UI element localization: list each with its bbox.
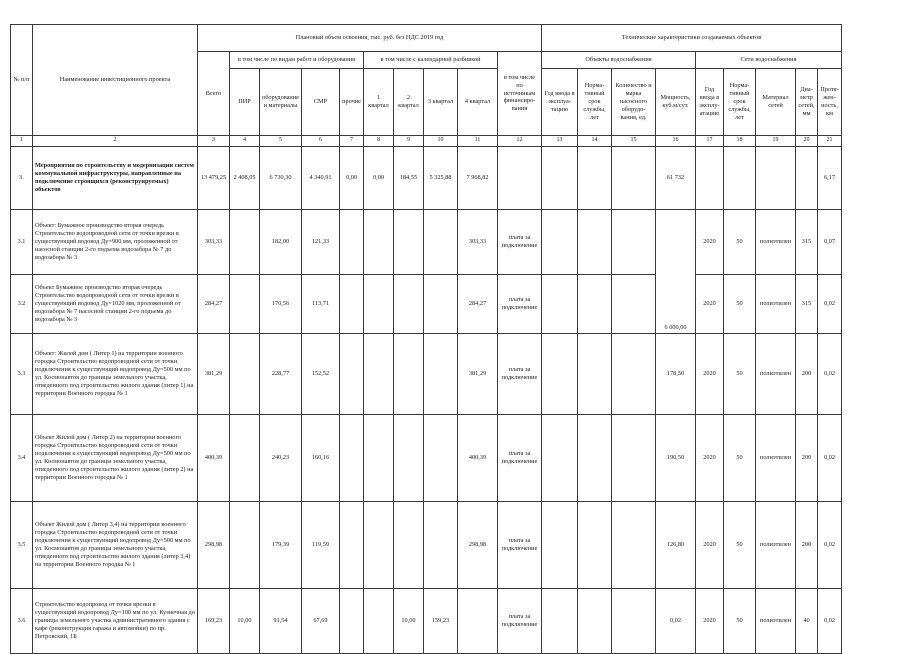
cell-diameter: 200 bbox=[796, 502, 818, 589]
project-name: Строительство водопровод от точки врезки в существующий водопровод Ду=100 мм по ул. Кузнечная до границы земельного участка административного здания с кафе (реконструкция гаража и автомойки) по пр. Петровский, 1Б bbox=[33, 589, 198, 654]
cell-net-year: 2020 bbox=[696, 210, 724, 275]
cell-net-year: 2020 bbox=[696, 275, 724, 334]
col-number: 15 bbox=[612, 136, 656, 147]
col-number: 18 bbox=[724, 136, 756, 147]
cell-smr: 4 340,91 bbox=[302, 147, 340, 210]
cell-year bbox=[542, 275, 578, 334]
cell-pumps bbox=[612, 334, 656, 415]
cell-material: полиэтилен bbox=[756, 415, 796, 502]
cell-year bbox=[542, 210, 578, 275]
tech-specs-header: Технические характеристики создаваемых объектов bbox=[542, 25, 842, 52]
cell-equipment: 179,39 bbox=[260, 502, 302, 589]
col-number: 1 bbox=[11, 136, 33, 147]
cell-smr: 160,16 bbox=[302, 415, 340, 502]
cell-source: плата за подключение bbox=[498, 275, 542, 334]
column-numbers-row bbox=[11, 136, 842, 147]
cell-net-year: 2020 bbox=[696, 415, 724, 502]
col-number: 14 bbox=[578, 136, 612, 147]
table-row bbox=[11, 275, 842, 334]
cell-smr: 152,52 bbox=[302, 334, 340, 415]
cell-q2: 184,55 bbox=[394, 147, 424, 210]
table-row bbox=[11, 589, 842, 654]
col-number: 6 bbox=[302, 136, 340, 147]
cell-q3: 159,23 bbox=[424, 589, 458, 654]
cell-q1 bbox=[364, 415, 394, 502]
row-num: 3.4 bbox=[11, 415, 33, 502]
table-row bbox=[11, 502, 842, 589]
plan-volume-header: Плановый объем освоения, тыс. руб. без НДС 2019 год bbox=[198, 25, 542, 52]
cell-material: полиэтилен bbox=[756, 210, 796, 275]
cell-capacity: 126,80 bbox=[656, 502, 696, 589]
cell-net-year: 2020 bbox=[696, 589, 724, 654]
cell-q1 bbox=[364, 210, 394, 275]
cell-pumps bbox=[612, 502, 656, 589]
col-number: 17 bbox=[696, 136, 724, 147]
cell-smr: 113,71 bbox=[302, 275, 340, 334]
cell-pir bbox=[230, 502, 260, 589]
cell-total: 381,29 bbox=[198, 334, 230, 415]
cell-material: полиэтилен bbox=[756, 502, 796, 589]
col-number: 8 bbox=[364, 136, 394, 147]
cell-year bbox=[542, 415, 578, 502]
cell-equipment: 240,23 bbox=[260, 415, 302, 502]
cell-net-life: 50 bbox=[724, 210, 756, 275]
year-commission-header: Год ввода в эксплуа-тацию bbox=[542, 69, 578, 136]
source-header: в том числе по источникам финансиро-вания bbox=[498, 52, 542, 136]
row-num: 3.1 bbox=[11, 210, 33, 275]
cell-length: 0,02 bbox=[818, 415, 842, 502]
cell-pir bbox=[230, 275, 260, 334]
cell-net-life bbox=[724, 147, 756, 210]
col-number: 12 bbox=[498, 136, 542, 147]
objects-header: Объекты водоснабжения bbox=[542, 52, 696, 69]
cell-total: 298,98 bbox=[198, 502, 230, 589]
cell-total: 400,39 bbox=[198, 415, 230, 502]
row-num: 3.3 bbox=[11, 334, 33, 415]
cell-diameter: 200 bbox=[796, 415, 818, 502]
cell-capacity: 0,02 bbox=[656, 589, 696, 654]
cell-capacity: 61 732 bbox=[656, 147, 696, 210]
cell-life bbox=[578, 334, 612, 415]
cell-q1 bbox=[364, 589, 394, 654]
cell-diameter: 315 bbox=[796, 275, 818, 334]
service-life-header: Норма-тивный срок службы, лет bbox=[578, 69, 612, 136]
net-year-header: Год ввода в эксплу-атацию bbox=[696, 69, 724, 136]
cell-total: 284,27 bbox=[198, 275, 230, 334]
cell-pumps bbox=[612, 275, 656, 334]
col-number: 5 bbox=[260, 136, 302, 147]
cell-source: плата за подключение bbox=[498, 415, 542, 502]
cell-pumps bbox=[612, 210, 656, 275]
cell-net-life: 50 bbox=[724, 589, 756, 654]
cell-total: 169,23 bbox=[198, 589, 230, 654]
cell-life bbox=[578, 589, 612, 654]
cell-pir bbox=[230, 210, 260, 275]
cell-equipment: 6 730,30 bbox=[260, 147, 302, 210]
cell-diameter: 40 bbox=[796, 589, 818, 654]
cell-life bbox=[578, 147, 612, 210]
cell-q2 bbox=[394, 210, 424, 275]
cell-net-year: 2020 bbox=[696, 502, 724, 589]
networks-header: Сети водоснабжения bbox=[696, 52, 842, 69]
cell-q3: 5 325,88 bbox=[424, 147, 458, 210]
cell-q2: 10,00 bbox=[394, 589, 424, 654]
cell-equipment: 182,00 bbox=[260, 210, 302, 275]
cell-capacity: 178,50 bbox=[656, 334, 696, 415]
cell-q3 bbox=[424, 210, 458, 275]
project-name: Мероприятия по строительству и модернизации систем коммунальной инфраструктуры, направленные на подключение строящихся (реконструируемых) объектов bbox=[33, 147, 198, 210]
col-number: 11 bbox=[458, 136, 498, 147]
cell-pumps bbox=[612, 147, 656, 210]
table-row bbox=[11, 415, 842, 502]
table-row bbox=[11, 334, 842, 415]
col-number: 19 bbox=[756, 136, 796, 147]
cell-material bbox=[756, 147, 796, 210]
cell-length: 0,02 bbox=[818, 334, 842, 415]
cell-diameter bbox=[796, 147, 818, 210]
col-number: 20 bbox=[796, 136, 818, 147]
cell-year bbox=[542, 589, 578, 654]
project-name: Объект Бумажное производство вторая очередь Строительство водопроводной сети от точки врезки в существующий водовод Ду=1020 мм, проложенной от водозабора № 7 насосной станции 2-го подъема до водозабора № 3 bbox=[33, 275, 198, 334]
cell-other bbox=[340, 589, 364, 654]
col-number: 9 bbox=[394, 136, 424, 147]
cell-other bbox=[340, 334, 364, 415]
cell-smr: 67,69 bbox=[302, 589, 340, 654]
cell-q4: 303,33 bbox=[458, 210, 498, 275]
cell-q4: 7 968,82 bbox=[458, 147, 498, 210]
length-header: Протя-жен-ность, км bbox=[818, 69, 842, 136]
cell-q3 bbox=[424, 275, 458, 334]
cell-total: 303,33 bbox=[198, 210, 230, 275]
cell-pir bbox=[230, 334, 260, 415]
cell-equipment: 91,54 bbox=[260, 589, 302, 654]
project-name: Объект: Жилой дом ( Литер 1) на территории военного городка Строительство водопроводной сети от точки подключения к существующий водопровод Ду=500 мм по ул. Космонавтов до границы земельного участка, отведенного под строительство жилого здания (литер 1) на территории Военного городка № 1 bbox=[33, 334, 198, 415]
cell-q1: 0,00 bbox=[364, 147, 394, 210]
cell-net-life: 50 bbox=[724, 275, 756, 334]
equipment-header: оборудование и материалы bbox=[260, 69, 302, 136]
col-name-header: Наименование инвестиционного проекта bbox=[33, 25, 198, 136]
row-num: 3. bbox=[11, 147, 33, 210]
cell-q4: 400,39 bbox=[458, 415, 498, 502]
cell-source bbox=[498, 147, 542, 210]
row-num: 3.2 bbox=[11, 275, 33, 334]
q2-header: 2 квартал bbox=[394, 69, 424, 136]
cell-q4: 284,27 bbox=[458, 275, 498, 334]
cell-other: 0,00 bbox=[340, 147, 364, 210]
by-works-header: в том числе по видам работ и оборудования bbox=[230, 52, 364, 69]
cell-other bbox=[340, 502, 364, 589]
diameter-header: Диа-метр сетей, мм bbox=[796, 69, 818, 136]
col-number: 21 bbox=[818, 136, 842, 147]
cell-net-year bbox=[696, 147, 724, 210]
by-quarters-header: в том числе с календарной разбивкой bbox=[364, 52, 498, 69]
cell-q4: 298,98 bbox=[458, 502, 498, 589]
cell-material: полиэтилен bbox=[756, 275, 796, 334]
pumps-header: Количество и марка насосного оборудо-вания, ед. bbox=[612, 69, 656, 136]
cell-life bbox=[578, 210, 612, 275]
col-number: 2 bbox=[33, 136, 198, 147]
cell-length: 0,07 bbox=[818, 210, 842, 275]
cell-length: 0,02 bbox=[818, 589, 842, 654]
cell-smr: 121,33 bbox=[302, 210, 340, 275]
cell-q2 bbox=[394, 502, 424, 589]
cell-material: полиэтилен bbox=[756, 334, 796, 415]
cell-net-year: 2020 bbox=[696, 334, 724, 415]
table-row bbox=[11, 210, 842, 275]
cell-source: плата за подключение bbox=[498, 334, 542, 415]
cell-year bbox=[542, 334, 578, 415]
cell-q2 bbox=[394, 415, 424, 502]
cell-q1 bbox=[364, 502, 394, 589]
cell-other bbox=[340, 210, 364, 275]
col-number: 3 bbox=[198, 136, 230, 147]
cell-diameter: 200 bbox=[796, 334, 818, 415]
cell-q2 bbox=[394, 334, 424, 415]
cell-life bbox=[578, 415, 612, 502]
other-header: прочие bbox=[340, 69, 364, 136]
cell-q2 bbox=[394, 275, 424, 334]
cell-net-life: 50 bbox=[724, 415, 756, 502]
material-header: Материал сетей bbox=[756, 69, 796, 136]
cell-pir bbox=[230, 415, 260, 502]
cell-year bbox=[542, 502, 578, 589]
col-num-header: № п/п bbox=[11, 25, 33, 136]
col-number: 13 bbox=[542, 136, 578, 147]
cell-diameter: 315 bbox=[796, 210, 818, 275]
cell-pumps bbox=[612, 415, 656, 502]
cell-material: полиэтилен bbox=[756, 589, 796, 654]
row-num: 3.6 bbox=[11, 589, 33, 654]
investment-table bbox=[10, 24, 842, 654]
capacity-header: Мощность, куб.м/сут. bbox=[656, 69, 696, 136]
cell-year bbox=[542, 147, 578, 210]
cell-net-life: 50 bbox=[724, 334, 756, 415]
col-number: 16 bbox=[656, 136, 696, 147]
cell-pir: 10,00 bbox=[230, 589, 260, 654]
cell-q1 bbox=[364, 334, 394, 415]
table-row bbox=[11, 147, 842, 210]
net-life-header: Норма-тивный срок службы, лет bbox=[724, 69, 756, 136]
cell-total: 13 479,25 bbox=[198, 147, 230, 210]
cell-pumps bbox=[612, 589, 656, 654]
cell-other bbox=[340, 415, 364, 502]
cell-length: 0,02 bbox=[818, 502, 842, 589]
cell-life bbox=[578, 275, 612, 334]
col-number: 7 bbox=[340, 136, 364, 147]
cell-length: 6,17 bbox=[818, 147, 842, 210]
q1-header: 1 квартал bbox=[364, 69, 394, 136]
cell-other bbox=[340, 275, 364, 334]
q4-header: 4 квартал bbox=[458, 69, 498, 136]
q3-header: 3 квартал bbox=[424, 69, 458, 136]
cell-capacity-merged: 6 000,00 bbox=[656, 210, 696, 334]
row-num: 3.5 bbox=[11, 502, 33, 589]
cell-equipment: 228,77 bbox=[260, 334, 302, 415]
cell-equipment: 170,56 bbox=[260, 275, 302, 334]
col-number: 10 bbox=[424, 136, 458, 147]
cell-source: плата за подключение bbox=[498, 210, 542, 275]
header-row-1 bbox=[11, 25, 842, 52]
cell-q4: 381,29 bbox=[458, 334, 498, 415]
smr-header: СМР bbox=[302, 69, 340, 136]
cell-q3 bbox=[424, 502, 458, 589]
project-name: Объект Жилой дом ( Литер 3,4) на территории военного городка Строительство водопроводной сети от точки подключения к существующий водопровод Ду=500 мм по ул. Космонавтов до границы земельного участка, отведенного под строительство жилого здания (литер 3,4) на территории Военного городка № 1 bbox=[33, 502, 198, 589]
cell-source: плата за подключение bbox=[498, 502, 542, 589]
cell-q3 bbox=[424, 415, 458, 502]
cell-net-life: 50 bbox=[724, 502, 756, 589]
cell-q1 bbox=[364, 275, 394, 334]
project-name: Объект: Бумажное производство вторая очередь Строительство водопроводной сети от точки врезки в существующий водовод Ду=900 мм, проложенной от насосной станции 2-го подъема водозабора № 7 до водозабора № 3 bbox=[33, 210, 198, 275]
project-name: Объект Жилой дом ( Литер 2) на территории военного городка Строительство водопроводной сети от точки подключения к существующий водопровод Ду=500 мм по ул. Космонавтов до границы земельного участка, отведенного под строительство жилого здания (литер 2) на территории Военного городка № 1 bbox=[33, 415, 198, 502]
cell-q4 bbox=[458, 589, 498, 654]
cell-capacity: 190,50 bbox=[656, 415, 696, 502]
cell-q3 bbox=[424, 334, 458, 415]
total-header: Всего bbox=[198, 52, 230, 136]
cell-length: 0,02 bbox=[818, 275, 842, 334]
col-number: 4 bbox=[230, 136, 260, 147]
pir-header: ПИР bbox=[230, 69, 260, 136]
cell-source: плата за подключение bbox=[498, 589, 542, 654]
cell-life bbox=[578, 502, 612, 589]
cell-smr: 119,59 bbox=[302, 502, 340, 589]
cell-pir: 2 408,05 bbox=[230, 147, 260, 210]
